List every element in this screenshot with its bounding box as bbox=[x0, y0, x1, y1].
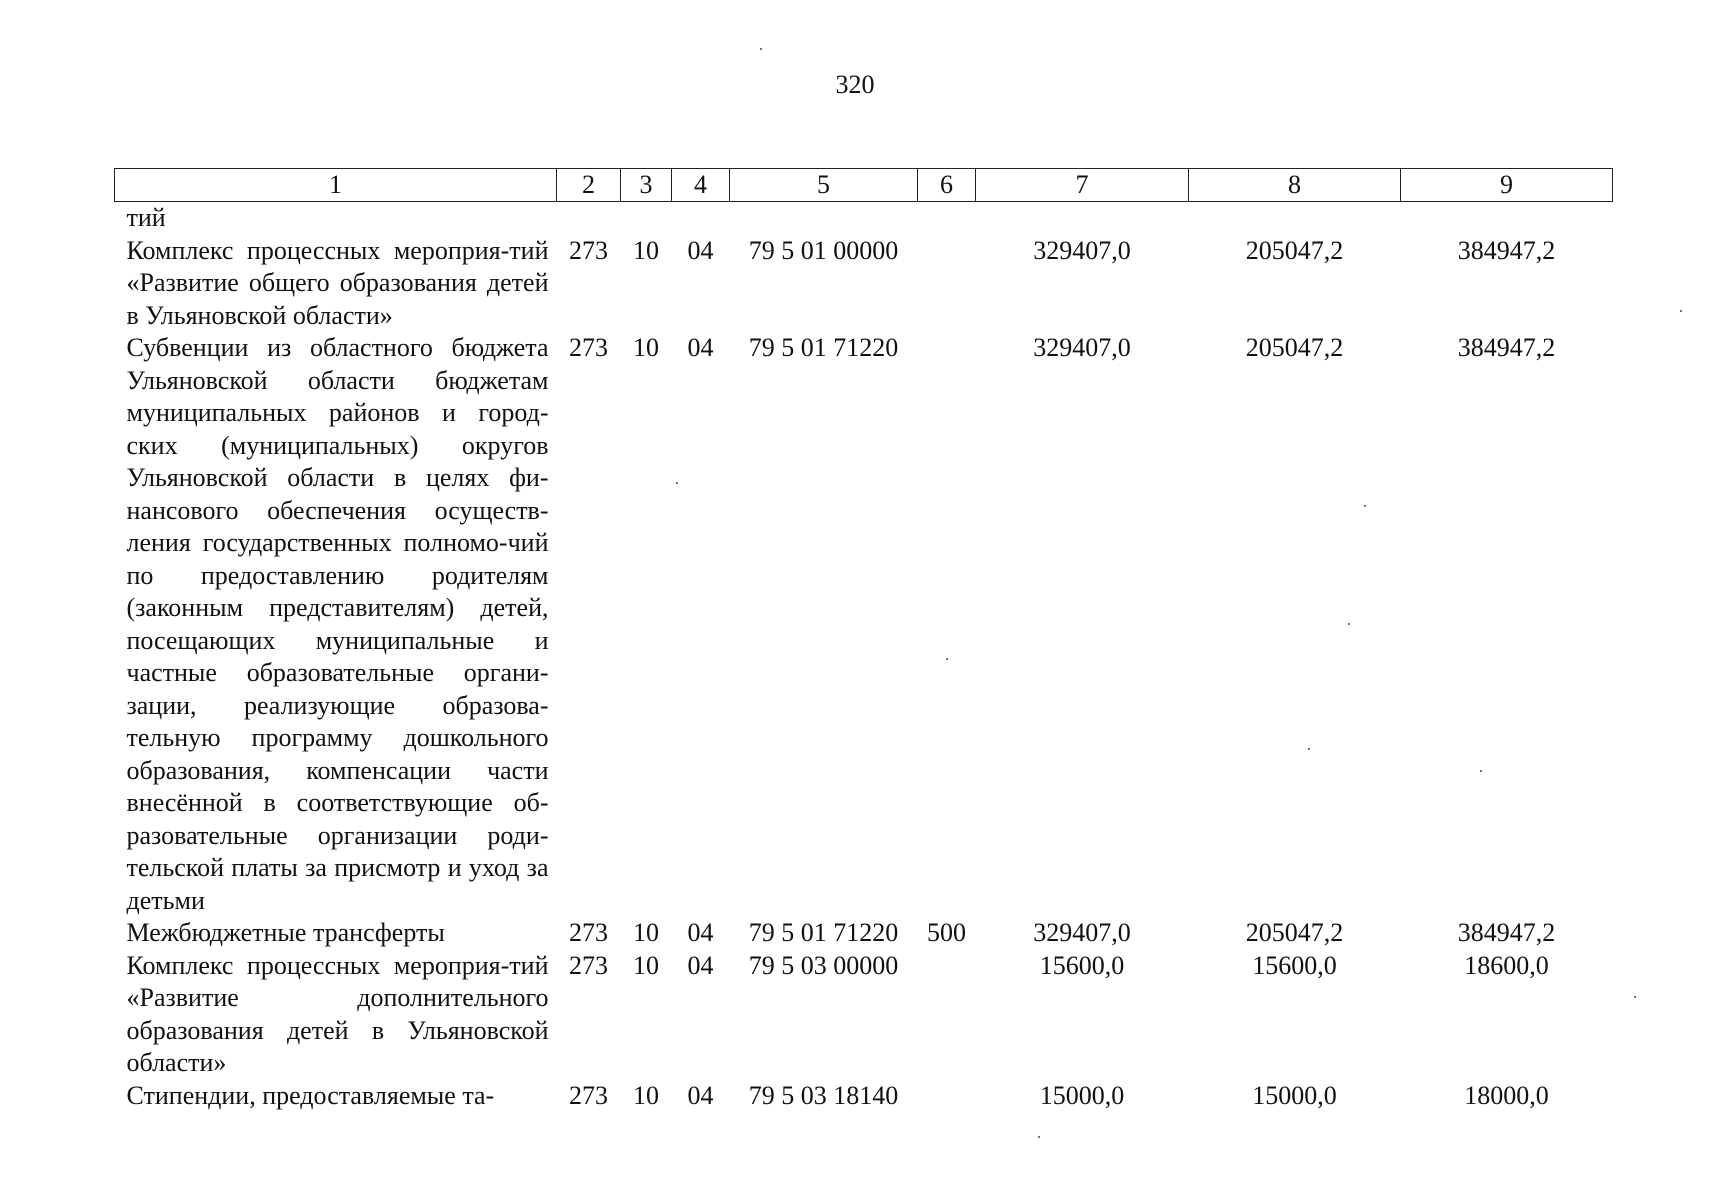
row-amount-col9: 18600,0 bbox=[1464, 950, 1549, 980]
row-target-code: 79 5 01 71220 bbox=[748, 333, 899, 362]
scan-speck bbox=[1038, 1136, 1040, 1138]
scan-speck bbox=[1364, 505, 1366, 507]
row-section-code: 10 bbox=[633, 1080, 659, 1110]
row-amount-col8: 205047,2 bbox=[1245, 333, 1344, 362]
row-amount-col7: 329407,0 bbox=[1033, 235, 1131, 265]
row-amount-col9: 384947,2 bbox=[1457, 918, 1556, 947]
scan-speck bbox=[1308, 748, 1310, 750]
row-amount-col7: 329407,0 bbox=[1033, 333, 1131, 362]
scan-speck bbox=[1634, 996, 1636, 998]
row-amount-col8: 15600,0 bbox=[1252, 950, 1337, 980]
row-amount-col9: 384947,2 bbox=[1457, 235, 1556, 265]
header-col-5: 5 bbox=[730, 169, 918, 202]
row-subsection-code: 04 bbox=[687, 1080, 714, 1110]
row-name: Комплекс процессных мероприя-тий «Развитие дополнительного образования детей в Ульяновской области» bbox=[126, 950, 549, 1077]
header-col-3: 3 bbox=[621, 169, 672, 202]
row-subsection-code: 04 bbox=[687, 918, 714, 947]
header-col-8: 8 bbox=[1189, 169, 1401, 202]
row-name: Межбюджетные трансферты bbox=[126, 918, 445, 947]
row-subsection-code: 04 bbox=[687, 950, 714, 980]
row-target-code: 79 5 03 00000 bbox=[748, 950, 899, 980]
row-ministry-code: 273 bbox=[569, 333, 608, 362]
row-target-code: 79 5 01 71220 bbox=[748, 918, 899, 947]
row-amount-col7: 329407,0 bbox=[1033, 918, 1131, 947]
scan-speck bbox=[676, 482, 678, 484]
row-section-code: 10 bbox=[633, 333, 659, 362]
scan-speck bbox=[1680, 310, 1682, 312]
row-ministry-code bbox=[557, 202, 621, 235]
header-col-6: 6 bbox=[918, 169, 976, 202]
table-row bbox=[115, 202, 1613, 235]
budget-table bbox=[114, 168, 1613, 1112]
row-name: тий bbox=[126, 203, 166, 232]
row-amount-col7: 15000,0 bbox=[1039, 1080, 1125, 1110]
row-section-code bbox=[621, 202, 672, 235]
row-target-code: 79 5 01 00000 bbox=[748, 235, 899, 265]
row-amount-col7: 15600,0 bbox=[1039, 950, 1125, 980]
row-amount-col7 bbox=[976, 202, 1189, 235]
row-target-code: 79 5 03 18140 bbox=[748, 1080, 899, 1110]
header-col-2: 2 bbox=[557, 169, 621, 202]
scan-speck bbox=[760, 48, 762, 50]
row-amount-col8 bbox=[1189, 202, 1401, 235]
table-row bbox=[115, 917, 1613, 950]
row-section-code: 10 bbox=[633, 918, 659, 947]
row-amount-col8: 15000,0 bbox=[1252, 1080, 1337, 1110]
table-row bbox=[115, 332, 1613, 917]
row-expense-type bbox=[918, 1080, 976, 1113]
row-target-code bbox=[730, 202, 918, 235]
row-name: Субвенции из областного бюджета Ульяновской области бюджетам муниципальных районов и город-ских (муниципальных) округов Ульяновской области в целях фи-нансового обеспечения осуществ-ления государственных полномо-чий по предоставлению родителям (законным представителям) детей, посещающих муниципальные и частные образовательные органи-зации, реализующие образова-тельную программу дошкольного образования, компенсации части внесённой в соответствующие об-разовательные организации роди-тельской платы за присмотр и уход за детьми bbox=[126, 333, 549, 915]
row-expense-type bbox=[918, 235, 976, 333]
row-ministry-code: 273 bbox=[569, 918, 608, 947]
row-expense-type: 500 bbox=[927, 918, 966, 947]
row-subsection-code bbox=[672, 202, 730, 235]
table-row bbox=[115, 1080, 1613, 1113]
page-number: 320 bbox=[835, 70, 875, 99]
header-col-4: 4 bbox=[672, 169, 730, 202]
header-col-9: 9 bbox=[1401, 169, 1613, 202]
header-col-1: 1 bbox=[115, 169, 557, 202]
table-row bbox=[115, 950, 1613, 1080]
row-expense-type bbox=[918, 332, 976, 917]
row-ministry-code: 273 bbox=[569, 1080, 608, 1110]
scan-speck bbox=[946, 658, 948, 660]
scan-speck bbox=[1480, 770, 1482, 772]
row-amount-col9: 384947,2 bbox=[1457, 333, 1556, 362]
row-amount-col8: 205047,2 bbox=[1245, 918, 1344, 947]
table-header-row bbox=[115, 169, 1613, 202]
row-ministry-code: 273 bbox=[569, 235, 608, 265]
row-expense-type bbox=[918, 950, 976, 1080]
row-name: Стипендии, предоставляемые та- bbox=[126, 1080, 495, 1110]
row-amount-col9 bbox=[1401, 202, 1613, 235]
row-section-code: 10 bbox=[633, 235, 659, 265]
table-row bbox=[115, 235, 1613, 333]
row-name: Комплекс процессных мероприя-тий «Развитие общего образования детей в Ульяновской области» bbox=[126, 235, 549, 330]
row-section-code: 10 bbox=[633, 950, 659, 980]
row-amount-col8: 205047,2 bbox=[1245, 235, 1344, 265]
header-col-7: 7 bbox=[976, 169, 1189, 202]
scan-speck bbox=[1348, 623, 1350, 625]
row-subsection-code: 04 bbox=[687, 235, 714, 265]
row-expense-type bbox=[918, 202, 976, 235]
row-amount-col9: 18000,0 bbox=[1464, 1080, 1549, 1110]
row-subsection-code: 04 bbox=[687, 333, 714, 362]
row-ministry-code: 273 bbox=[569, 950, 608, 980]
